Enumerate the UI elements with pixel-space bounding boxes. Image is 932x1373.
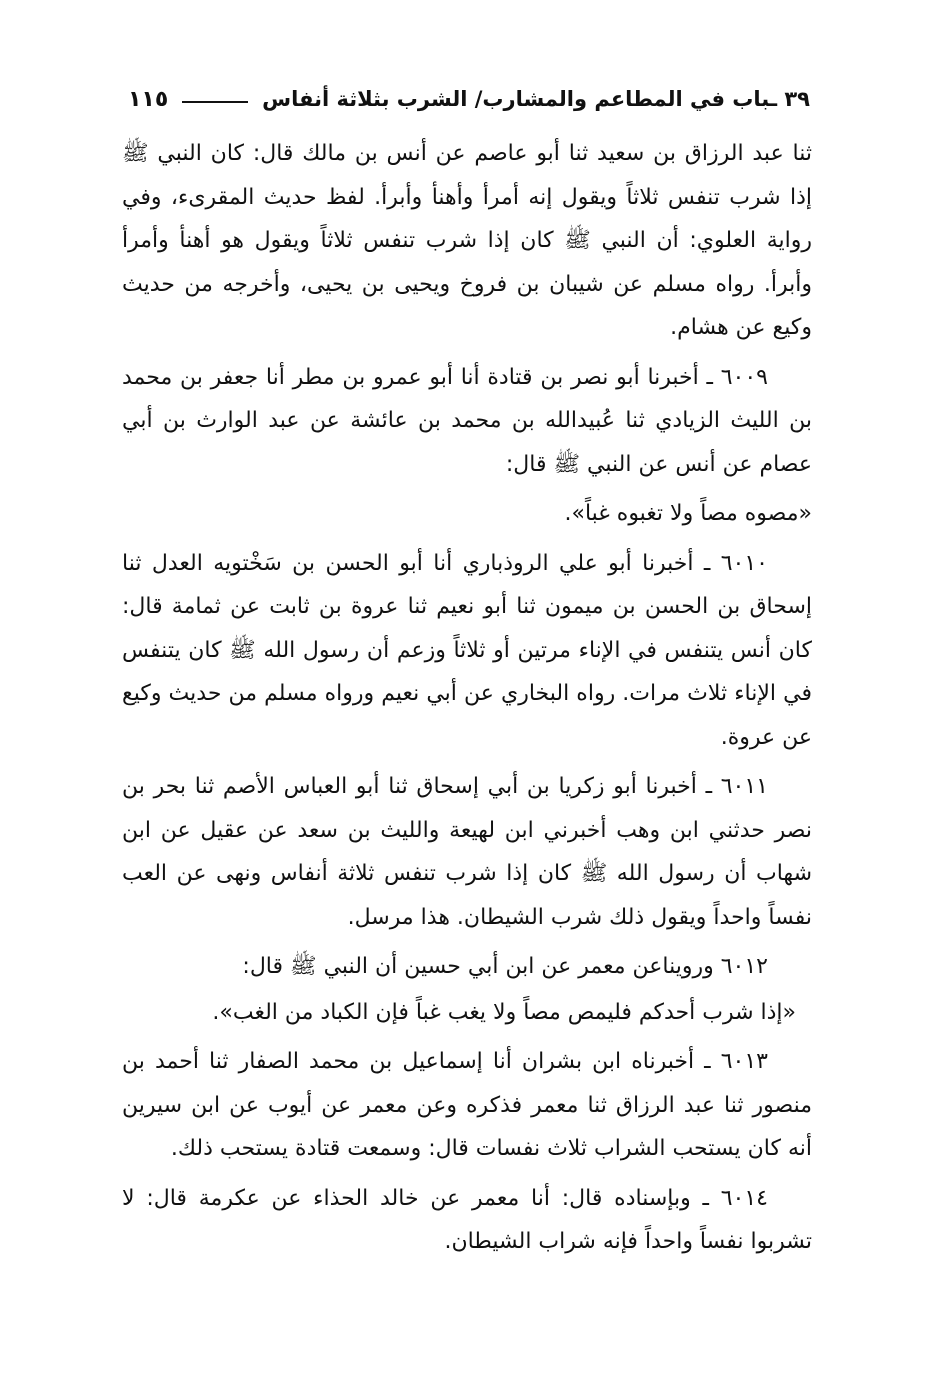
hadith-6013: ٦٠١٣ ـ أخبرناه ابن بشران أنا إسماعيل بن محمد الصفار ثنا أحمد بن منصور ثنا عبد الرزاق ثنا معمر فذكره وعن معمر عن أيوب عن ابن سيرين أنه كان يستحب الشراب ثلاث نفسات قال: وسمعت قتادة يستحب ذلك. <box>122 1049 812 1161</box>
chapter-title: ٣٩ ـباب في المطاعم والمشارب/ الشرب بثلاثة أنفاس <box>262 87 810 111</box>
page-number: ١١٥ <box>128 86 169 112</box>
running-header <box>128 82 810 116</box>
header-rule <box>182 101 248 103</box>
hadith-6014: ٦٠١٤ ـ وبإسناده قال: أنا معمر عن خالد الحذاء عن عكرمة قال: لا تشربوا نفساً واحداً فإنه شراب الشيطان. <box>122 1185 812 1254</box>
hadith-6010: ٦٠١٠ ـ أخبرنا أبو علي الروذباري أنا أبو الحسن بن سَخْتويه العدل ثنا إسحاق بن الحسن بن ميمون ثنا أبو نعيم ثنا عروة بن ثابت عن ثمامة قال: كان أنس يتنفس في الإناء مرتين أو ثلاثاً وزعم أن رسول الله ﷺ كان يتنفس في الإناء ثلاث مرات. رواه البخاري عن أبي نعيم ورواه مسلم من حديث وكيع عن عروة. <box>122 550 812 750</box>
page-body <box>122 132 812 1270</box>
hadith-6012: ٦٠١٢ ورويناعن معمر عن ابن أبي حسين أن النبي ﷺ قال: <box>242 954 768 979</box>
hadith-quote: «مصوه مصاً ولا تغبوه غباً». <box>564 501 812 526</box>
hadith-quote: «إذا شرب أحدكم فليمص مصاً ولا يغب غباً فإن الكباد من الغب». <box>212 999 796 1025</box>
paragraph-continuation: ثنا عبد الرزاق بن سعيد ثنا أبو عاصم عن أنس بن مالك قال: كان النبي ﷺ إذا شرب تنفس ثلاثاً ويقول إنه أمرأ وأهنأ وأبرأ. لفظ حديث المقرىء، وفي رواية العلوي: أن النبي ﷺ كان إذا شرب تنفس ثلاثاً ويقول هو أهنأ وأمرأ وأبرأ. رواه مسلم عن شيبان بن فروخ ويحيى بن يحيى، وأخرجه من حديث وكيع عن هشام. <box>122 141 812 340</box>
hadith-6011: ٦٠١١ ـ أخبرنا أبو زكريا بن أبي إسحاق ثنا أبو العباس الأصم ثنا بحر بن نصر حدثني ابن وهب أخبرني ابن لهيعة والليث بن سعد عن عقيل عن ابن شهاب أن رسول الله ﷺ كان إذا شرب تنفس ثلاثة أنفاس ونهى عن العب نفساً واحداً ويقول ذلك شرب الشيطان. هذا مرسل. <box>122 774 812 930</box>
hadith-6009: ٦٠٠٩ ـ أخبرنا أبو نصر بن قتادة أنا أبو عمرو بن مطر أنا جعفر بن محمد بن الليث الزيادي ثنا عُبيدالله بن محمد بن عائشة عن عبد الوارث بن أبي عصام عن أنس عن النبي ﷺ قال: <box>122 364 812 477</box>
